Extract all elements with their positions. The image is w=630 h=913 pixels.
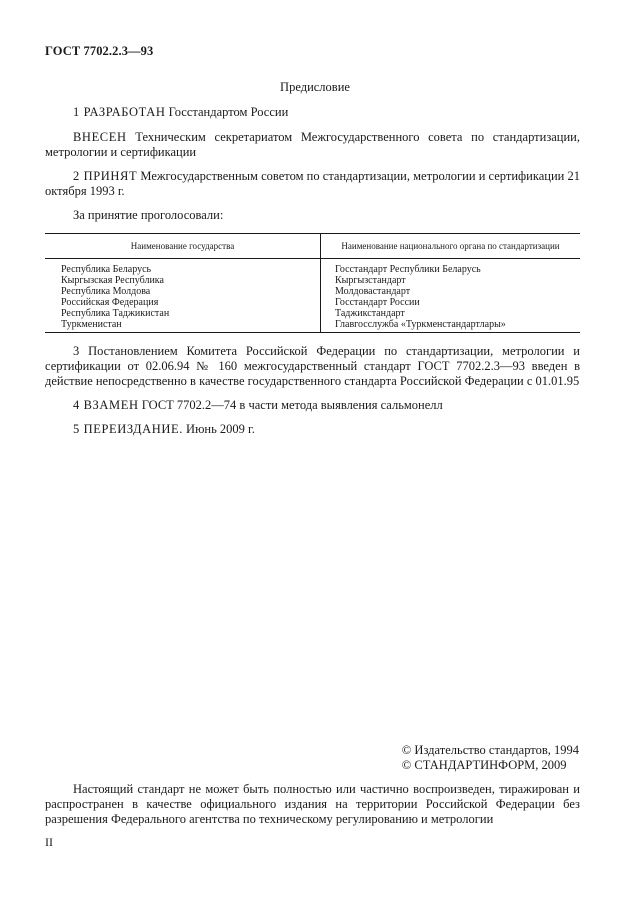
state-name: Кыргызская Республика	[61, 275, 164, 286]
copyright-block	[402, 743, 579, 773]
paragraph-keyword: 1 РАЗРАБОТАН	[73, 105, 166, 119]
standards-body-name: Главгосслужба «Туркменстандартлары»	[335, 319, 506, 330]
standards-body-name: Кыргызстандарт	[335, 275, 406, 286]
table-header-state: Наименование государства	[45, 234, 321, 259]
paragraph-text: ГОСТ 7702.2—74 в части метода выявления сальмонелл	[138, 398, 443, 412]
standards-body-name: Таджикстандарт	[335, 308, 405, 319]
voting-table	[45, 233, 580, 333]
state-name: Российская Федерация	[61, 297, 159, 308]
paragraph-text: Госстандартом России	[165, 105, 289, 119]
paragraph-text: Июнь 2009 г.	[182, 422, 255, 436]
paragraph-keyword: 5 ПЕРЕИЗДАНИЕ.	[73, 422, 183, 436]
paragraph-keyword: 2 ПРИНЯТ	[73, 169, 138, 183]
paragraph-developed-by	[45, 105, 580, 120]
paragraph-adopted-by	[45, 169, 580, 199]
paragraph-reissue	[45, 422, 580, 437]
page-number: II	[45, 835, 53, 849]
state-name: Туркменистан	[61, 319, 122, 330]
standards-body-name: Госстандарт России	[335, 297, 420, 308]
copyright-line: © СТАНДАРТИНФОРМ, 2009	[401, 758, 567, 772]
state-name: Республика Беларусь	[61, 264, 152, 275]
paragraph-voted: За принятие проголосовали:	[73, 208, 224, 222]
paragraph-text: Межгосударственным советом по стандартизации, метрологии и сертификации 21 октября 1993 г.	[45, 169, 580, 198]
standard-code-header: ГОСТ 7702.2.3—93	[45, 44, 154, 58]
table-header-row	[45, 234, 580, 259]
table-header-body: Наименование национального органа по стандартизации	[321, 234, 581, 259]
copyright-line: © Издательство стандартов, 1994	[401, 743, 579, 757]
table-cell-states	[45, 259, 321, 333]
reproduction-notice: Настоящий стандарт не может быть полностью или частично воспроизведен, тиражирован и распространен в качестве официального издания на территории Российской Федерации без разрешения Федерального агентства по техническому регулированию и метрологии	[45, 782, 580, 826]
page-title: Предисловие	[280, 80, 350, 94]
paragraph-replaces	[45, 398, 580, 413]
state-name: Республика Таджикистан	[61, 308, 170, 319]
paragraph-keyword: 4 ВЗАМЕН	[73, 398, 139, 412]
table-row	[45, 259, 580, 333]
paragraph-text: Техническим секретариатом Межгосударственного совета по стандартизации, метрологии и сертификации	[45, 130, 580, 159]
table-cell-bodies	[321, 259, 581, 333]
paragraph-introduced-by	[45, 130, 580, 160]
paragraph-keyword: ВНЕСЕН	[73, 130, 127, 144]
standards-body-name: Госстандарт Республики Беларусь	[335, 264, 481, 275]
paragraph-resolution: 3 Постановлением Комитета Российской Федерации по стандартизации, метрологии и сертификации от 02.06.94 № 160 межгосударственный стандарт ГОСТ 7702.2.3—93 введен в действие непосредственно в качестве государственного стандарта Российской Федерации с 01.01.95	[45, 344, 580, 388]
standards-body-name: Молдовастандарт	[335, 286, 411, 297]
state-name: Республика Молдова	[61, 286, 151, 297]
